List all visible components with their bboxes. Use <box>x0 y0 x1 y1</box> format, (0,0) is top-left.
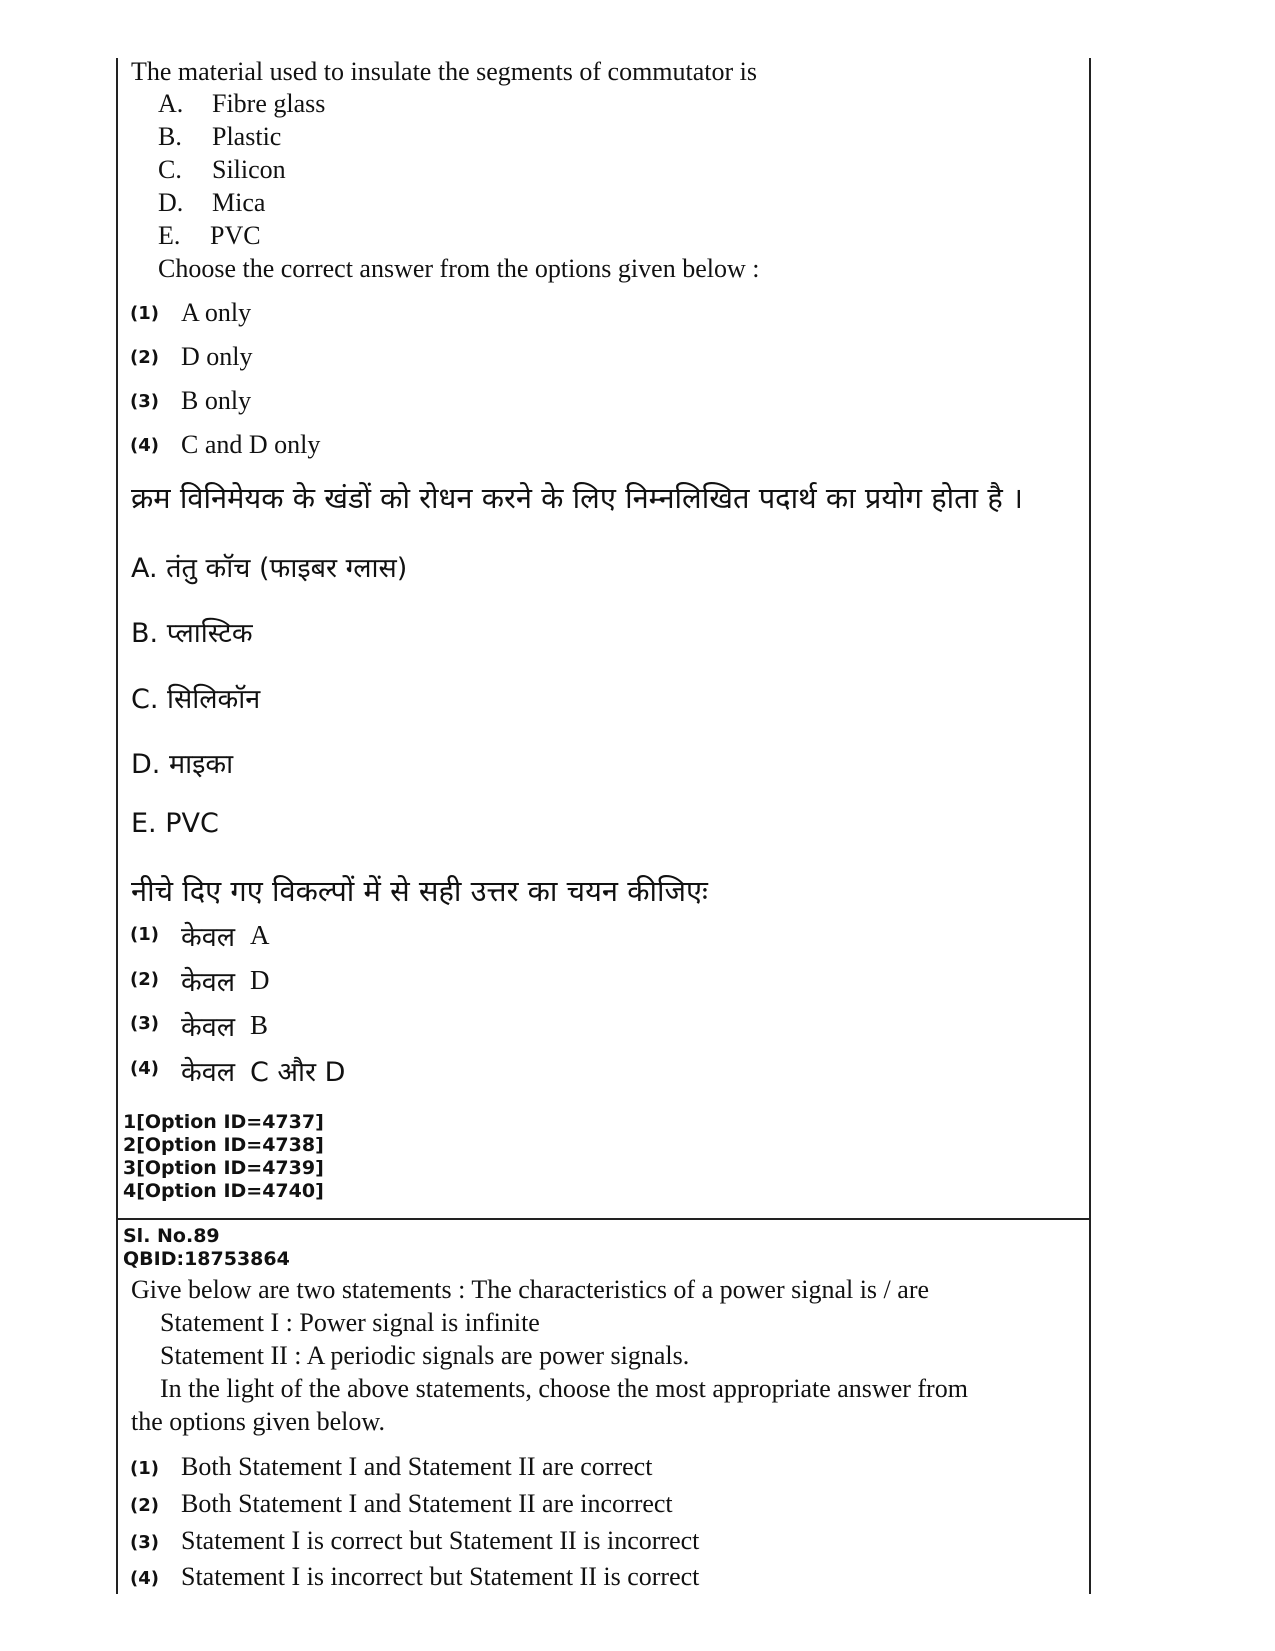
question-text: Give below are two statements : The characteristics of a power signal is / are <box>131 1275 930 1304</box>
hindi-option-word: केवल <box>181 922 236 953</box>
item-letter: A. <box>158 89 184 118</box>
hindi-item: C. सिलिकॉन <box>131 684 261 715</box>
right-border <box>1089 58 1091 1594</box>
option-number: (4) <box>130 1058 159 1079</box>
statement-one: Statement I : Power signal is infinite <box>160 1308 540 1337</box>
hindi-question-text: क्रम विनिमेयक के खंडों को रोधन करने के लिए निम्नलिखित पदार्थ का प्रयोग होता है । <box>131 481 1023 515</box>
option-number: (3) <box>130 1532 159 1553</box>
hindi-item: A. तंतु कॉच (फाइबर ग्लास) <box>131 553 408 584</box>
option-number: (2) <box>130 1495 159 1516</box>
option-id: 4[Option ID=4740] <box>123 1180 324 1202</box>
option-number: (2) <box>130 969 159 990</box>
instruction-text: the options given below. <box>131 1407 385 1436</box>
hindi-option-word: केवल <box>181 967 236 998</box>
option-number: (3) <box>130 391 159 412</box>
instruction-text: Choose the correct answer from the options given below : <box>158 254 760 283</box>
item-letter: B. <box>158 122 182 151</box>
qbid: QBID:18753864 <box>123 1248 290 1270</box>
option-text[interactable]: A only <box>181 298 252 327</box>
option-id: 2[Option ID=4738] <box>123 1134 324 1156</box>
option-text[interactable]: Both Statement I and Statement II are correct <box>181 1452 653 1481</box>
item-text: Fibre glass <box>212 89 326 118</box>
option-number: (1) <box>130 1458 159 1479</box>
hindi-item: E. PVC <box>131 808 219 839</box>
option-number: (4) <box>130 435 159 456</box>
hindi-option-text[interactable]: D <box>250 965 270 995</box>
item-letter: D. <box>158 188 184 217</box>
option-text[interactable]: Both Statement I and Statement II are incorrect <box>181 1489 673 1518</box>
hindi-item: D. माइका <box>131 749 234 780</box>
option-text[interactable]: D only <box>181 342 253 371</box>
option-number: (3) <box>130 1013 159 1034</box>
option-number: (1) <box>130 924 159 945</box>
item-text: Silicon <box>212 155 286 184</box>
hindi-option-text[interactable]: A <box>250 920 270 950</box>
question-text: The material used to insulate the segments of commutator is <box>131 57 758 86</box>
item-text: PVC <box>210 221 261 250</box>
option-id: 1[Option ID=4737] <box>123 1111 324 1133</box>
option-number: (4) <box>130 1568 159 1589</box>
serial-number: Sl. No.89 <box>123 1225 220 1247</box>
hindi-option-word: केवल <box>181 1057 236 1088</box>
item-letter: E. <box>158 221 181 250</box>
question-divider <box>116 1218 1091 1220</box>
hindi-instruction-text: नीचे दिए गए विकल्पों में से सही उत्तर का चयन कीजिएः <box>131 874 708 908</box>
item-text: Mica <box>212 188 266 217</box>
option-id: 3[Option ID=4739] <box>123 1157 324 1179</box>
option-text[interactable]: Statement I is correct but Statement II is incorrect <box>181 1526 700 1555</box>
hindi-item: B. प्लास्टिक <box>131 618 253 649</box>
left-border <box>116 58 118 1594</box>
hindi-option-text[interactable]: B <box>250 1010 269 1040</box>
hindi-option-text[interactable]: C और D <box>250 1057 346 1088</box>
item-text: Plastic <box>212 122 282 151</box>
option-number: (2) <box>130 347 159 368</box>
option-text[interactable]: B only <box>181 386 252 415</box>
hindi-option-word: केवल <box>181 1012 236 1043</box>
instruction-text: In the light of the above statements, choose the most appropriate answer from <box>160 1374 968 1403</box>
option-number: (1) <box>130 303 159 324</box>
option-text[interactable]: C and D only <box>181 430 321 459</box>
option-text[interactable]: Statement I is incorrect but Statement II is correct <box>181 1562 700 1591</box>
statement-two: Statement II : A periodic signals are power signals. <box>160 1341 690 1370</box>
item-letter: C. <box>158 155 182 184</box>
